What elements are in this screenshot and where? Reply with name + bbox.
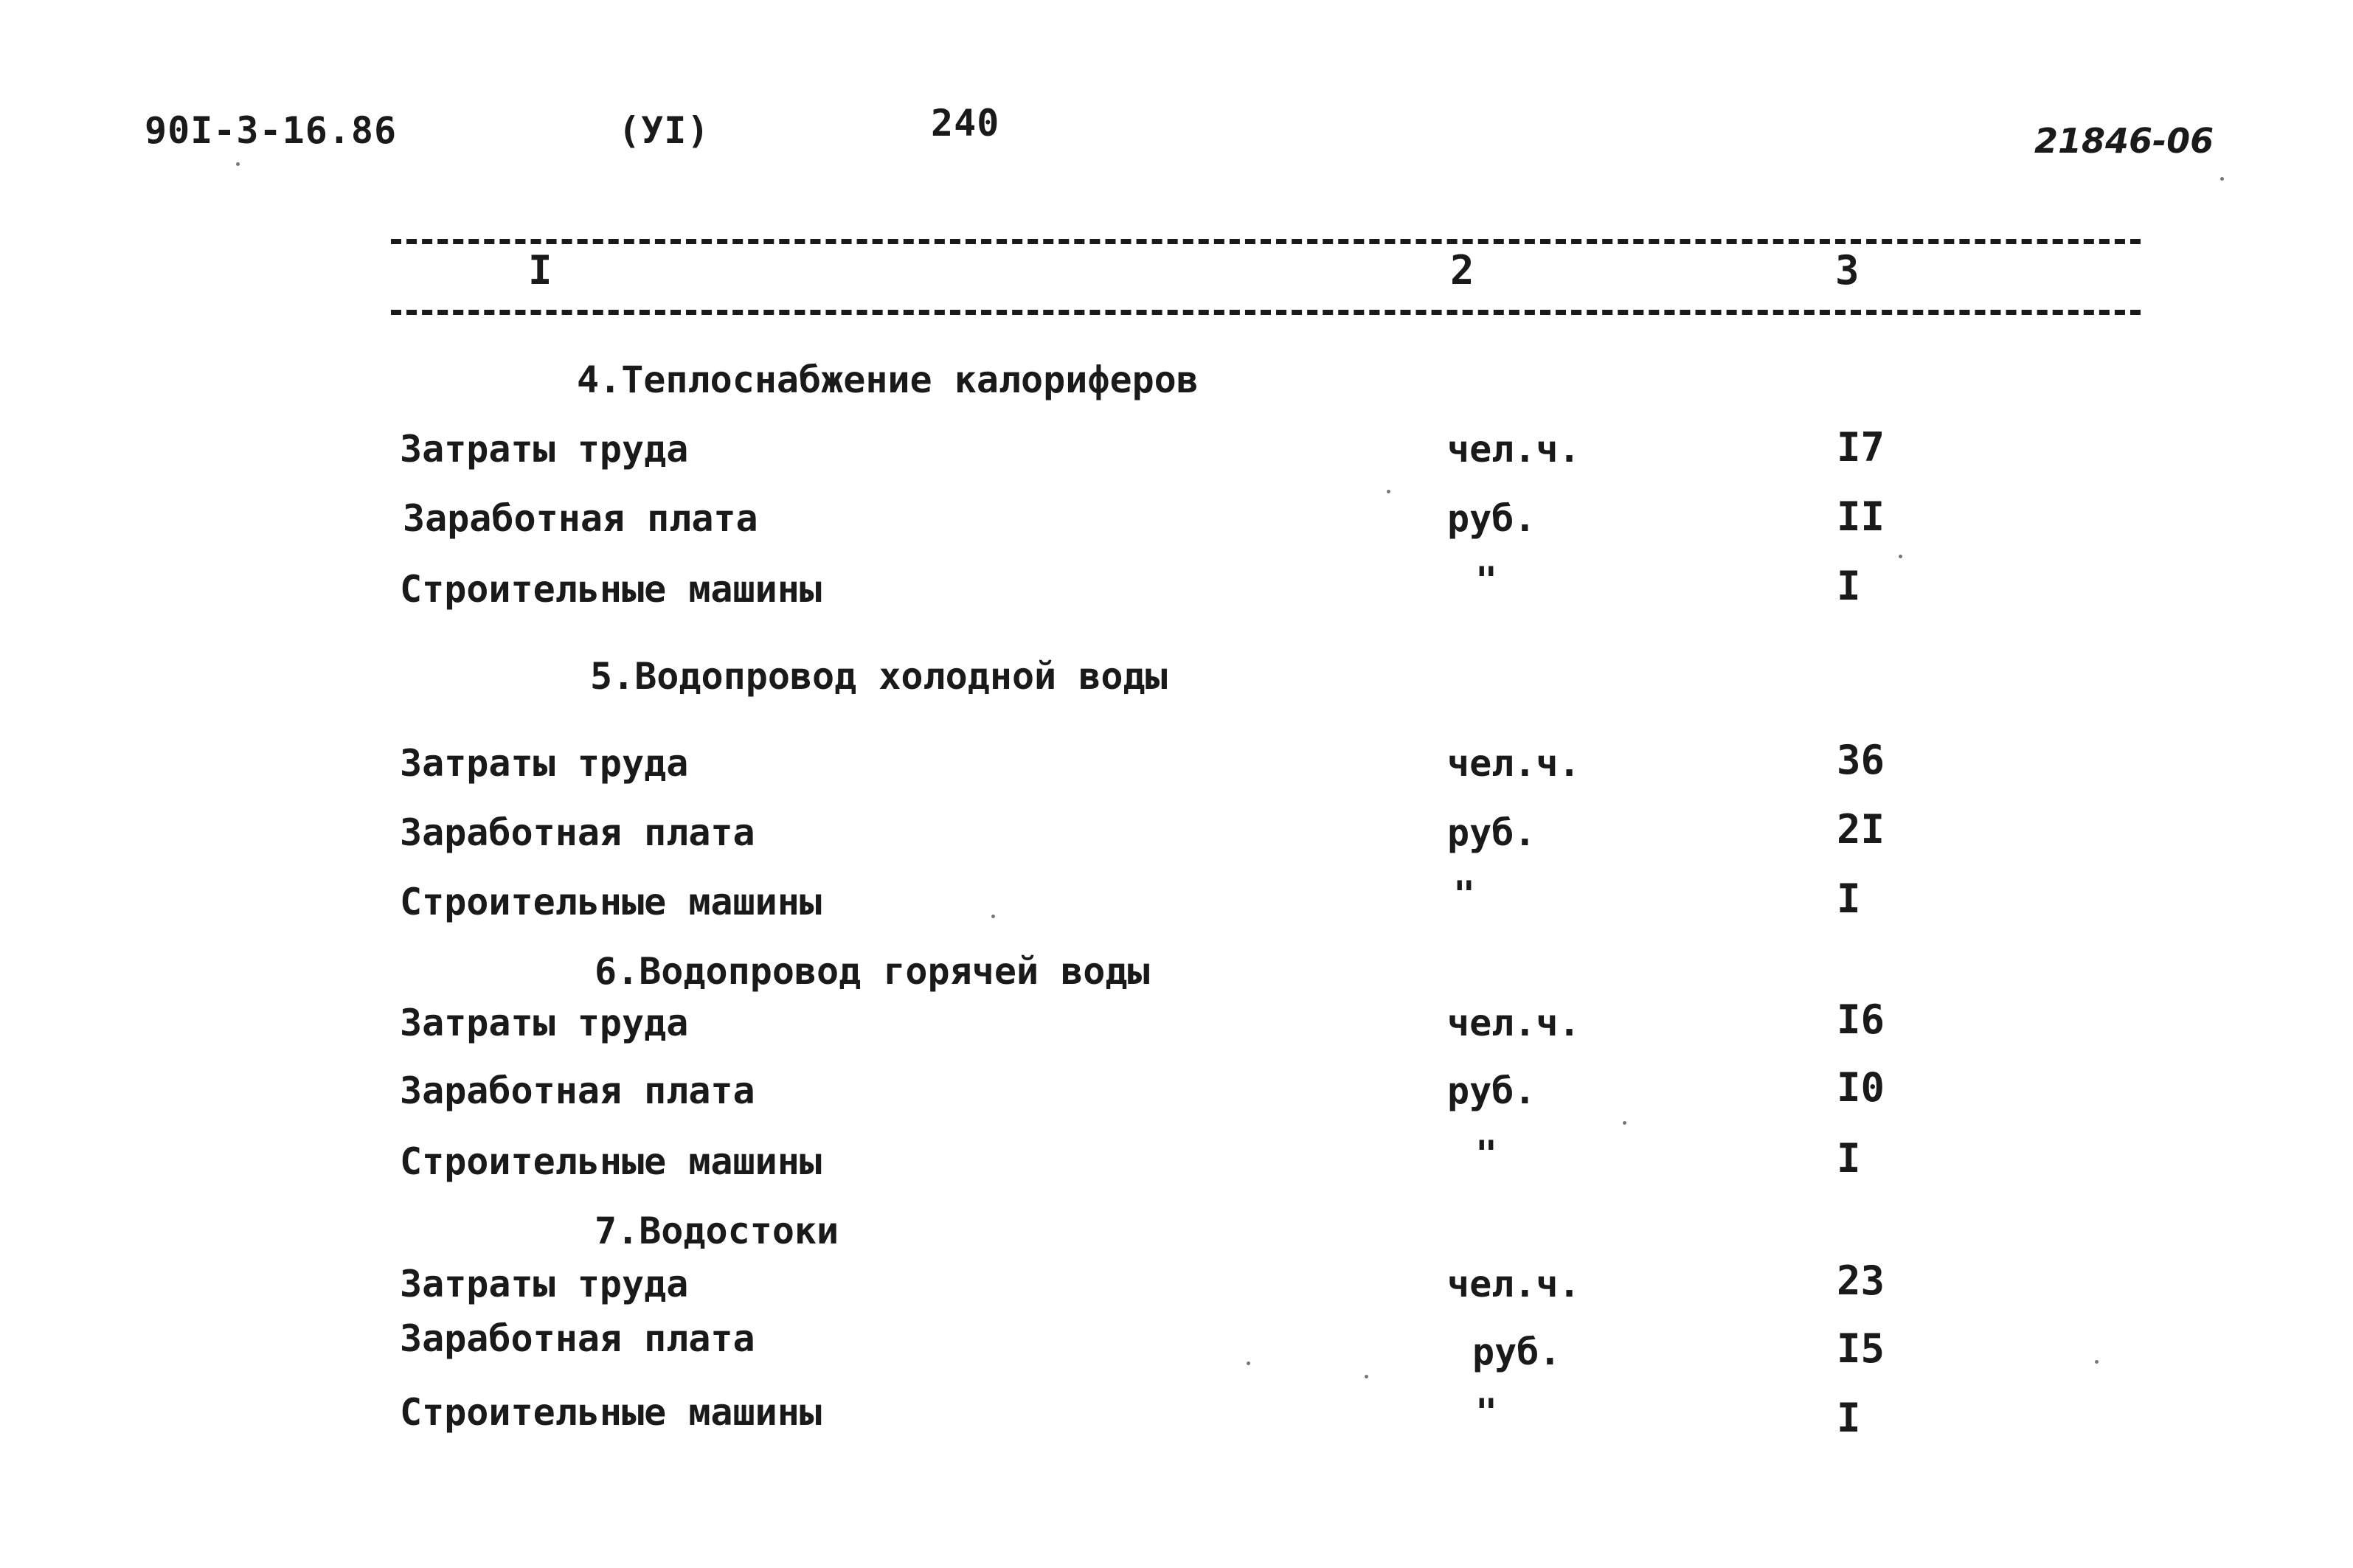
row-unit: " — [1475, 559, 1498, 602]
row-label: Заработная плата — [403, 497, 758, 540]
row-value: I7 — [1837, 424, 1885, 471]
row-label: Заработная плата — [400, 1069, 755, 1112]
page-number: 240 — [931, 102, 1000, 145]
row-label: Строительные машины — [400, 568, 822, 611]
scan-speck — [991, 915, 995, 918]
table-header-rule — [391, 310, 2141, 315]
scan-speck — [1387, 490, 1390, 493]
scan-speck — [2220, 177, 2224, 181]
row-unit: " — [1475, 1133, 1498, 1176]
row-unit: чел.ч. — [1447, 428, 1581, 471]
scan-speck — [1899, 555, 1902, 558]
row-unit: чел.ч. — [1447, 1263, 1581, 1305]
row-label: Заработная плата — [400, 811, 755, 854]
document-code: 90I-3-16.86 — [145, 109, 398, 152]
column-header-1: I — [528, 247, 552, 294]
row-unit: " — [1475, 1391, 1498, 1434]
row-unit: руб. — [1447, 1069, 1536, 1112]
row-unit: руб. — [1447, 497, 1536, 540]
row-label: Строительные машины — [400, 881, 822, 923]
row-label: Затраты труда — [400, 1263, 689, 1305]
section-title: 6.Водопровод горячей воды — [595, 950, 1150, 993]
scan-speck — [236, 162, 240, 166]
row-value: I — [1837, 1135, 1861, 1182]
row-value: I0 — [1837, 1064, 1885, 1111]
scan-speck — [2095, 1360, 2099, 1364]
row-value: I6 — [1837, 996, 1885, 1043]
row-unit: " — [1453, 873, 1476, 916]
section-title: 5.Водопровод холодной воды — [590, 655, 1168, 698]
row-label: Строительные машины — [400, 1391, 822, 1434]
row-unit: чел.ч. — [1447, 742, 1581, 785]
scan-speck — [1623, 1121, 1626, 1125]
inventory-stamp: 21846-06 — [2034, 121, 2214, 161]
section-title: 7.Водостоки — [595, 1210, 839, 1252]
row-unit: руб. — [1447, 811, 1536, 854]
scan-speck — [1365, 1375, 1368, 1378]
row-value: I — [1837, 563, 1861, 609]
row-value: 23 — [1837, 1257, 1885, 1304]
section-title: 4.Теплоснабжение калориферов — [577, 358, 1199, 401]
row-label: Затраты труда — [400, 742, 689, 785]
row-value: I — [1837, 875, 1861, 922]
row-label: Затраты труда — [400, 1002, 689, 1044]
table-top-rule — [391, 239, 2141, 244]
column-header-3: 3 — [1835, 247, 1860, 294]
scan-speck — [1247, 1361, 1250, 1365]
row-value: I — [1837, 1395, 1861, 1441]
row-label: Затраты труда — [400, 428, 689, 471]
row-unit: руб. — [1472, 1331, 1562, 1373]
row-value: II — [1837, 493, 1885, 540]
row-value: 2I — [1837, 806, 1885, 853]
row-value: 36 — [1837, 737, 1885, 783]
row-label: Строительные машины — [400, 1140, 822, 1183]
row-value: I5 — [1837, 1325, 1885, 1372]
column-header-2: 2 — [1450, 247, 1474, 294]
row-label: Заработная плата — [400, 1317, 755, 1360]
row-unit: чел.ч. — [1447, 1002, 1581, 1044]
part-number: (УI) — [618, 109, 710, 152]
